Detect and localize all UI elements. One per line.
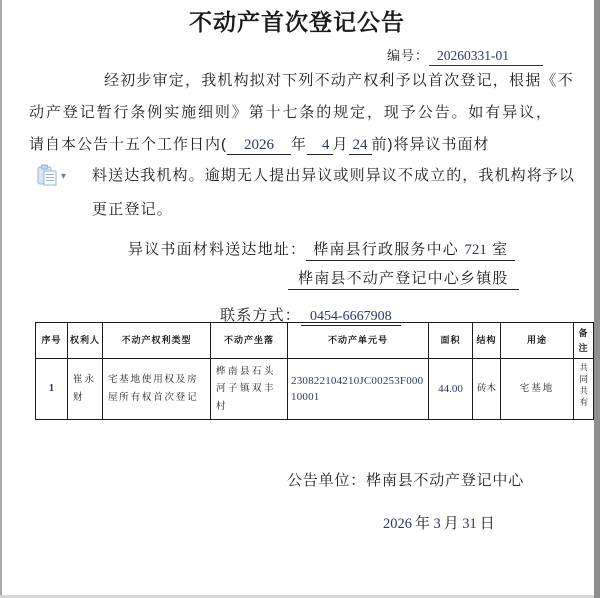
window-border-right xyxy=(594,0,600,598)
column-header-right-type: 不动产权利类型 xyxy=(103,323,211,359)
page-title: 不动产首次登记公告 xyxy=(189,9,405,35)
body-line-1: 经初步审定，我机构拟对下列不动产权利予以首次登记，根据《不 xyxy=(104,72,574,89)
date-month-label: 月 xyxy=(443,515,460,532)
body-line-2: 动产登记暂行条例实施细则》第十七条的规定，现予公告。如有异议， xyxy=(29,104,553,121)
doc-number xyxy=(387,45,543,66)
date-day: 31 xyxy=(462,516,477,532)
column-header-structure: 结构 xyxy=(473,323,501,359)
cell-usage: 宅基地 xyxy=(501,359,574,420)
objection-address-line-1 xyxy=(128,238,515,259)
column-header-remark: 备注 xyxy=(574,323,594,359)
table-row xyxy=(36,359,594,420)
doc-number-label: 编号： xyxy=(387,48,430,63)
column-header-seq: 序号 xyxy=(36,323,68,359)
month-label: 月 xyxy=(332,136,349,153)
cell-area: 44.00 xyxy=(429,359,473,420)
cell-structure: 砖木 xyxy=(473,359,501,420)
deadline-year-value: 2026 xyxy=(227,137,291,155)
year-label: 年 xyxy=(291,136,308,153)
column-header-area: 面积 xyxy=(429,323,473,359)
issuer-label: 公告单位： xyxy=(287,472,367,489)
cell-remark-text: 共同共有 xyxy=(578,362,589,409)
cell-holder: 崔永财 xyxy=(68,359,103,420)
contact-phone-value: 0454-6667908 xyxy=(301,309,401,326)
objection-address-line-2 xyxy=(288,267,519,288)
address-value-line-2: 桦南县不动产登记中心乡镇股 xyxy=(288,270,519,290)
issuer-line xyxy=(287,469,524,490)
column-header-unit-no: 不动产单元号 xyxy=(288,323,429,359)
table-header-row xyxy=(36,323,594,359)
address-value-text: 桦南县行政服务中心 xyxy=(313,241,465,258)
issuer-name: 桦南县不动产登记中心 xyxy=(366,472,525,489)
deadline-day-value: 24 xyxy=(349,137,372,155)
paste-options-icon xyxy=(37,164,57,191)
doc-number-value: 20260331-01 xyxy=(429,48,543,66)
body-line-3 xyxy=(29,134,490,156)
deadline-month-value: 4 xyxy=(307,137,333,155)
column-header-location: 不动产坐落 xyxy=(211,323,288,359)
address-room-number: 721 xyxy=(464,242,487,258)
address-value-suffix: 室 xyxy=(486,241,509,258)
date-month: 3 xyxy=(433,516,441,532)
body-line-4: 料送达我机构。逾期无人提出异议或则异议不成立的，我机构将予以 xyxy=(92,167,576,184)
objection-address-label: 异议书面材料送达地址： xyxy=(128,241,307,258)
cell-seq: 1 xyxy=(36,359,68,420)
body-line-3-pre: 请自本公告十五个工作日内( xyxy=(29,136,227,153)
window-border-left xyxy=(0,0,2,598)
column-header-holder: 权利人 xyxy=(68,323,103,359)
cell-right-type: 宅基地使用权及房屋所有权首次登记 xyxy=(103,359,211,420)
registration-table xyxy=(35,322,594,420)
announcement-date xyxy=(380,512,495,533)
chevron-down-icon: ▾ xyxy=(61,171,67,182)
body-line-5: 更正登记。 xyxy=(92,201,174,218)
contact-label: 联系方式： xyxy=(220,307,302,324)
cell-remark xyxy=(574,359,594,420)
date-year-label: 年 xyxy=(415,515,431,532)
cell-location: 桦南县石头河子镇双丰村 xyxy=(211,359,288,420)
date-day-label: 日 xyxy=(479,515,496,532)
column-header-usage: 用途 xyxy=(501,323,574,359)
paste-options-button[interactable] xyxy=(37,164,83,190)
cell-unit-no: 230822104210JC00253F00010001 xyxy=(288,359,429,420)
body-line-3-post: 前)将异议书面材 xyxy=(371,136,490,153)
date-year: 2026 xyxy=(383,516,412,532)
